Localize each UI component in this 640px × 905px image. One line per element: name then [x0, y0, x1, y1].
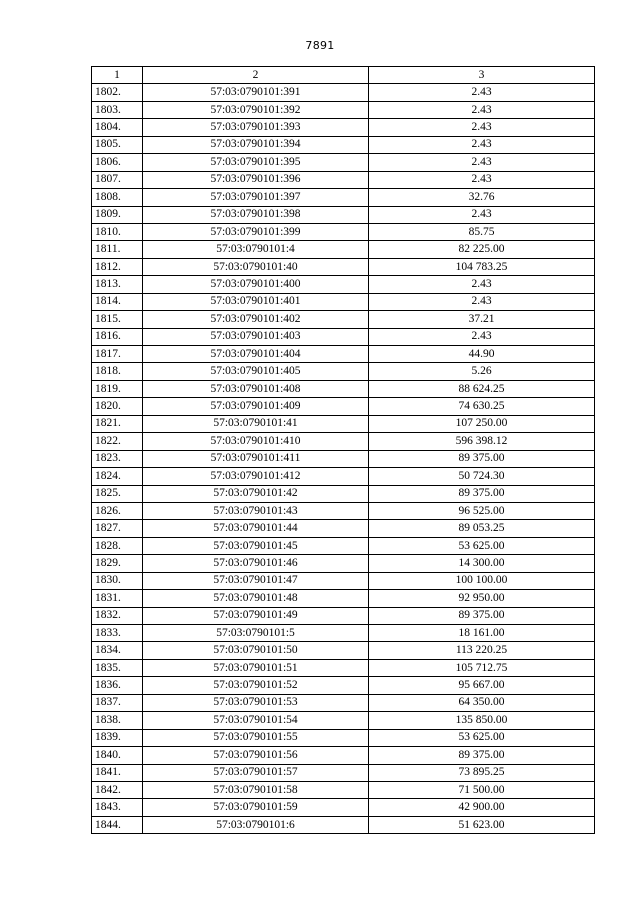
- cadastral-number-cell: 57:03:0790101:46: [143, 555, 369, 572]
- value-cell: 113 220.25: [369, 642, 595, 659]
- table-body: [92, 84, 595, 834]
- value-cell: 50 724.30: [369, 468, 595, 485]
- table-row: [92, 171, 595, 188]
- table-row: [92, 346, 595, 363]
- value-cell: 104 783.25: [369, 258, 595, 275]
- column-header-3: 3: [369, 67, 595, 84]
- table-row: [92, 398, 595, 415]
- cadastral-number-cell: 57:03:0790101:49: [143, 607, 369, 624]
- cadastral-number-cell: 57:03:0790101:403: [143, 328, 369, 345]
- value-cell: 42 900.00: [369, 799, 595, 816]
- table-row: [92, 625, 595, 642]
- table-row: [92, 293, 595, 310]
- value-cell: 2.43: [369, 206, 595, 223]
- value-cell: 44.90: [369, 346, 595, 363]
- cadastral-number-cell: 57:03:0790101:395: [143, 154, 369, 171]
- value-cell: 2.43: [369, 276, 595, 293]
- row-number-cell: 1818.: [92, 363, 143, 380]
- cadastral-number-cell: 57:03:0790101:405: [143, 363, 369, 380]
- table-row: [92, 799, 595, 816]
- row-number-cell: 1843.: [92, 799, 143, 816]
- value-cell: 92 950.00: [369, 590, 595, 607]
- row-number-cell: 1825.: [92, 485, 143, 502]
- table-row: [92, 468, 595, 485]
- row-number-cell: 1813.: [92, 276, 143, 293]
- row-number-cell: 1812.: [92, 258, 143, 275]
- table-row: [92, 537, 595, 554]
- value-cell: 105 712.75: [369, 659, 595, 676]
- row-number-cell: 1841.: [92, 764, 143, 781]
- value-cell: 89 053.25: [369, 520, 595, 537]
- cadastral-number-cell: 57:03:0790101:59: [143, 799, 369, 816]
- cadastral-number-cell: 57:03:0790101:6: [143, 816, 369, 833]
- table-row: [92, 363, 595, 380]
- cadastral-number-cell: 57:03:0790101:47: [143, 572, 369, 589]
- table-row: [92, 206, 595, 223]
- value-cell: 14 300.00: [369, 555, 595, 572]
- cadastral-number-cell: 57:03:0790101:391: [143, 84, 369, 101]
- cadastral-number-cell: 57:03:0790101:409: [143, 398, 369, 415]
- row-number-cell: 1810.: [92, 223, 143, 240]
- page-number: 7891: [305, 39, 335, 52]
- value-cell: 74 630.25: [369, 398, 595, 415]
- table-row: [92, 136, 595, 153]
- registry-table: [91, 66, 595, 834]
- table-row: [92, 154, 595, 171]
- value-cell: 32.76: [369, 189, 595, 206]
- cadastral-number-cell: 57:03:0790101:52: [143, 677, 369, 694]
- row-number-cell: 1836.: [92, 677, 143, 694]
- row-number-cell: 1805.: [92, 136, 143, 153]
- cadastral-number-cell: 57:03:0790101:404: [143, 346, 369, 363]
- cadastral-number-cell: 57:03:0790101:40: [143, 258, 369, 275]
- value-cell: 18 161.00: [369, 625, 595, 642]
- row-number-cell: 1833.: [92, 625, 143, 642]
- cadastral-number-cell: 57:03:0790101:50: [143, 642, 369, 659]
- value-cell: 95 667.00: [369, 677, 595, 694]
- cadastral-number-cell: 57:03:0790101:41: [143, 415, 369, 432]
- cadastral-number-cell: 57:03:0790101:408: [143, 380, 369, 397]
- row-number-cell: 1832.: [92, 607, 143, 624]
- cadastral-number-cell: 57:03:0790101:54: [143, 712, 369, 729]
- column-header-2: 2: [143, 67, 369, 84]
- row-number-cell: 1842.: [92, 781, 143, 798]
- value-cell: 64 350.00: [369, 694, 595, 711]
- table-row: [92, 84, 595, 101]
- table-row: [92, 694, 595, 711]
- cadastral-number-cell: 57:03:0790101:412: [143, 468, 369, 485]
- value-cell: 2.43: [369, 101, 595, 118]
- row-number-cell: 1802.: [92, 84, 143, 101]
- table-row: [92, 816, 595, 833]
- table-row: [92, 659, 595, 676]
- table-row: [92, 276, 595, 293]
- cadastral-number-cell: 57:03:0790101:396: [143, 171, 369, 188]
- cadastral-number-cell: 57:03:0790101:392: [143, 101, 369, 118]
- row-number-cell: 1809.: [92, 206, 143, 223]
- value-cell: 89 375.00: [369, 747, 595, 764]
- row-number-cell: 1820.: [92, 398, 143, 415]
- value-cell: 2.43: [369, 136, 595, 153]
- row-number-cell: 1817.: [92, 346, 143, 363]
- cadastral-number-cell: 57:03:0790101:398: [143, 206, 369, 223]
- value-cell: 2.43: [369, 293, 595, 310]
- table-row: [92, 781, 595, 798]
- value-cell: 107 250.00: [369, 415, 595, 432]
- table-row: [92, 764, 595, 781]
- cadastral-number-cell: 57:03:0790101:394: [143, 136, 369, 153]
- table-row: [92, 415, 595, 432]
- table-row: [92, 642, 595, 659]
- value-cell: 2.43: [369, 84, 595, 101]
- table-row: [92, 729, 595, 746]
- cadastral-number-cell: 57:03:0790101:56: [143, 747, 369, 764]
- value-cell: 71 500.00: [369, 781, 595, 798]
- value-cell: 2.43: [369, 328, 595, 345]
- row-number-cell: 1821.: [92, 415, 143, 432]
- value-cell: 100 100.00: [369, 572, 595, 589]
- value-cell: 53 625.00: [369, 729, 595, 746]
- row-number-cell: 1844.: [92, 816, 143, 833]
- cadastral-number-cell: 57:03:0790101:399: [143, 223, 369, 240]
- row-number-cell: 1827.: [92, 520, 143, 537]
- row-number-cell: 1840.: [92, 747, 143, 764]
- row-number-cell: 1839.: [92, 729, 143, 746]
- value-cell: 82 225.00: [369, 241, 595, 258]
- cadastral-number-cell: 57:03:0790101:55: [143, 729, 369, 746]
- table-row: [92, 555, 595, 572]
- cadastral-number-cell: 57:03:0790101:5: [143, 625, 369, 642]
- row-number-cell: 1815.: [92, 311, 143, 328]
- cadastral-number-cell: 57:03:0790101:51: [143, 659, 369, 676]
- row-number-cell: 1804.: [92, 119, 143, 136]
- table-row: [92, 502, 595, 519]
- value-cell: 2.43: [369, 171, 595, 188]
- cadastral-number-cell: 57:03:0790101:53: [143, 694, 369, 711]
- row-number-cell: 1819.: [92, 380, 143, 397]
- row-number-cell: 1830.: [92, 572, 143, 589]
- cadastral-number-cell: 57:03:0790101:43: [143, 502, 369, 519]
- cadastral-number-cell: 57:03:0790101:411: [143, 450, 369, 467]
- row-number-cell: 1826.: [92, 502, 143, 519]
- table-row: [92, 520, 595, 537]
- cadastral-number-cell: 57:03:0790101:397: [143, 189, 369, 206]
- row-number-cell: 1823.: [92, 450, 143, 467]
- table-row: [92, 572, 595, 589]
- row-number-cell: 1835.: [92, 659, 143, 676]
- table-row: [92, 189, 595, 206]
- value-cell: 89 375.00: [369, 607, 595, 624]
- value-cell: 73 895.25: [369, 764, 595, 781]
- table-row: [92, 485, 595, 502]
- cadastral-number-cell: 57:03:0790101:402: [143, 311, 369, 328]
- value-cell: 37.21: [369, 311, 595, 328]
- row-number-cell: 1811.: [92, 241, 143, 258]
- table-row: [92, 223, 595, 240]
- row-number-cell: 1803.: [92, 101, 143, 118]
- table-row: [92, 677, 595, 694]
- row-number-cell: 1838.: [92, 712, 143, 729]
- table-row: [92, 747, 595, 764]
- cadastral-number-cell: 57:03:0790101:400: [143, 276, 369, 293]
- row-number-cell: 1807.: [92, 171, 143, 188]
- cadastral-number-cell: 57:03:0790101:42: [143, 485, 369, 502]
- value-cell: 5.26: [369, 363, 595, 380]
- value-cell: 89 375.00: [369, 450, 595, 467]
- table-row: [92, 607, 595, 624]
- table-row: [92, 119, 595, 136]
- value-cell: 2.43: [369, 119, 595, 136]
- cadastral-number-cell: 57:03:0790101:44: [143, 520, 369, 537]
- table-row: [92, 380, 595, 397]
- value-cell: 51 623.00: [369, 816, 595, 833]
- table-row: [92, 590, 595, 607]
- row-number-cell: 1828.: [92, 537, 143, 554]
- row-number-cell: 1837.: [92, 694, 143, 711]
- cadastral-number-cell: 57:03:0790101:45: [143, 537, 369, 554]
- table-row: [92, 450, 595, 467]
- row-number-cell: 1814.: [92, 293, 143, 310]
- table-row: [92, 101, 595, 118]
- value-cell: 53 625.00: [369, 537, 595, 554]
- row-number-cell: 1824.: [92, 468, 143, 485]
- table-header-row: [92, 67, 595, 84]
- row-number-cell: 1831.: [92, 590, 143, 607]
- table-row: [92, 241, 595, 258]
- cadastral-number-cell: 57:03:0790101:393: [143, 119, 369, 136]
- cadastral-number-cell: 57:03:0790101:410: [143, 433, 369, 450]
- row-number-cell: 1808.: [92, 189, 143, 206]
- value-cell: 89 375.00: [369, 485, 595, 502]
- row-number-cell: 1816.: [92, 328, 143, 345]
- table-row: [92, 258, 595, 275]
- table-row: [92, 712, 595, 729]
- row-number-cell: 1806.: [92, 154, 143, 171]
- value-cell: 596 398.12: [369, 433, 595, 450]
- cadastral-number-cell: 57:03:0790101:401: [143, 293, 369, 310]
- cadastral-number-cell: 57:03:0790101:58: [143, 781, 369, 798]
- table-row: [92, 311, 595, 328]
- row-number-cell: 1822.: [92, 433, 143, 450]
- value-cell: 2.43: [369, 154, 595, 171]
- table-row: [92, 328, 595, 345]
- cadastral-number-cell: 57:03:0790101:48: [143, 590, 369, 607]
- value-cell: 85.75: [369, 223, 595, 240]
- column-header-1: 1: [92, 67, 143, 84]
- value-cell: 96 525.00: [369, 502, 595, 519]
- row-number-cell: 1829.: [92, 555, 143, 572]
- value-cell: 135 850.00: [369, 712, 595, 729]
- table-row: [92, 433, 595, 450]
- cadastral-number-cell: 57:03:0790101:57: [143, 764, 369, 781]
- cadastral-number-cell: 57:03:0790101:4: [143, 241, 369, 258]
- row-number-cell: 1834.: [92, 642, 143, 659]
- value-cell: 88 624.25: [369, 380, 595, 397]
